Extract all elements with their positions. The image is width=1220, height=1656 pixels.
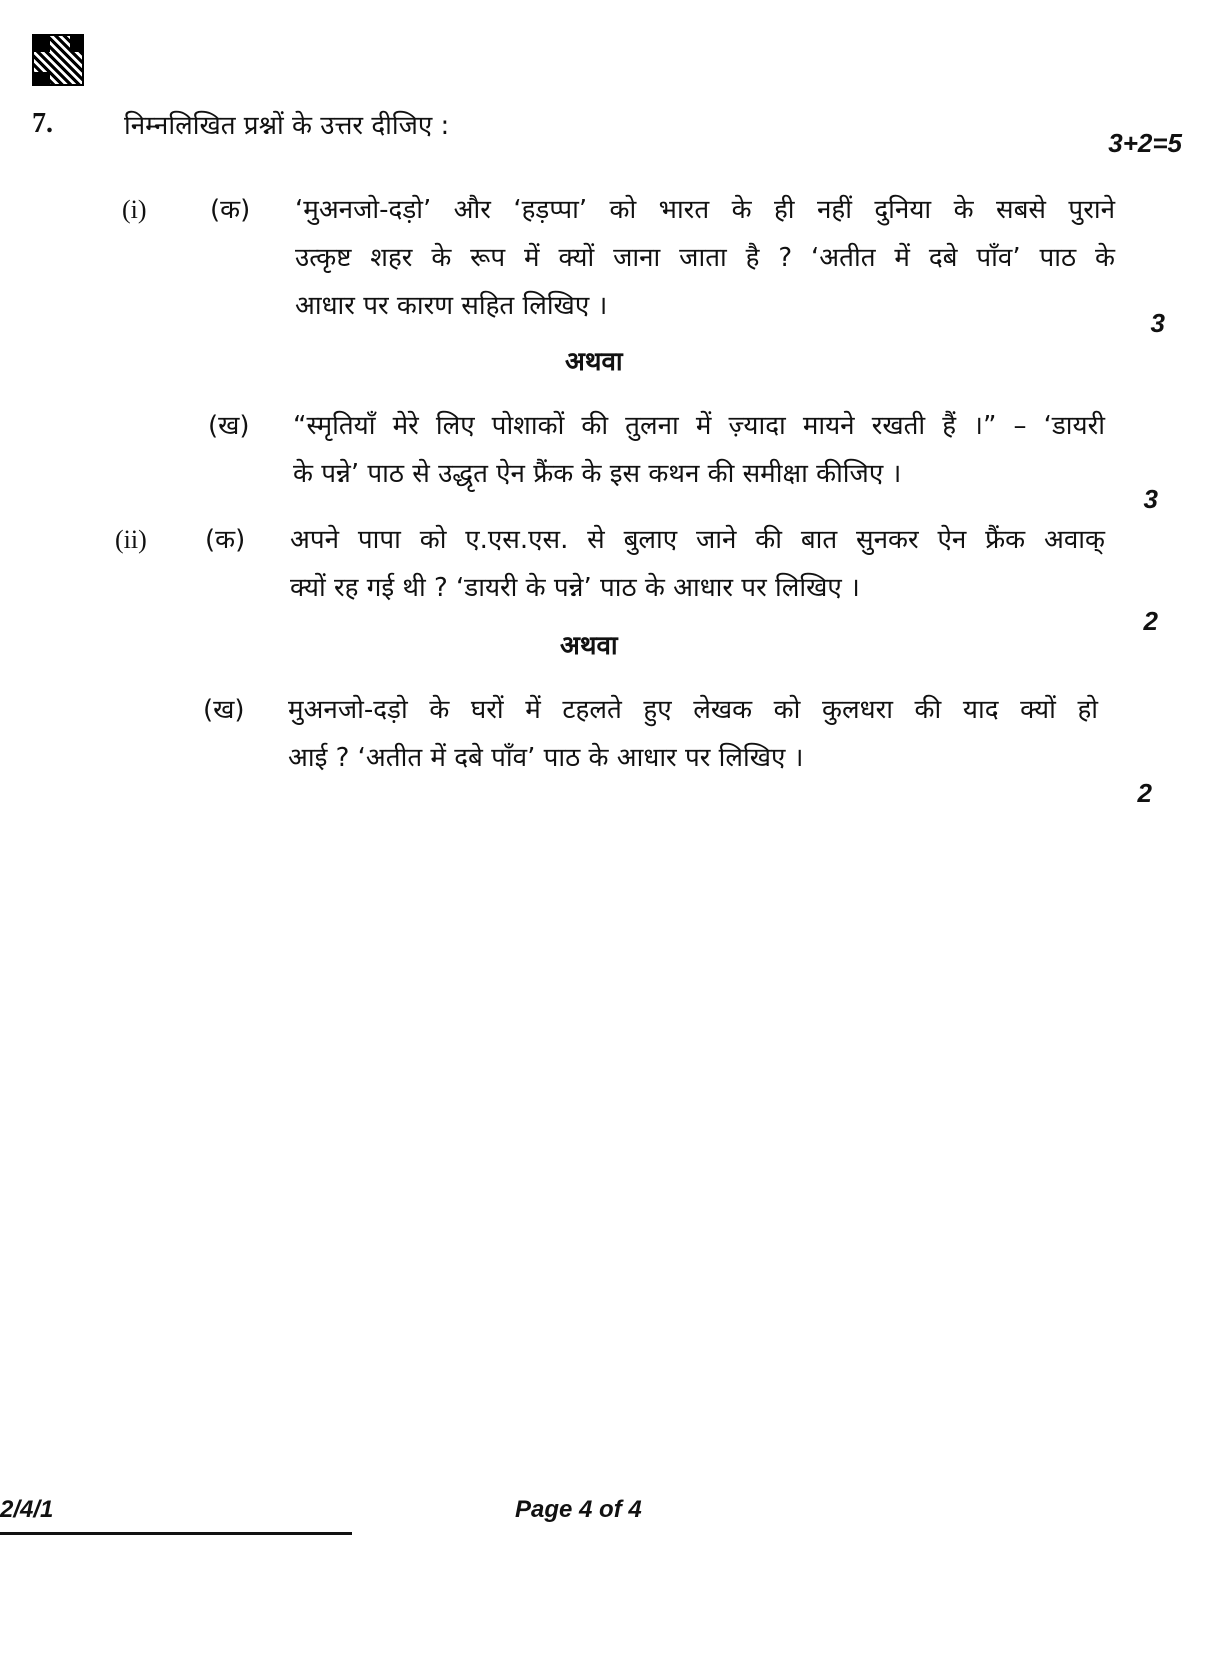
- option-label: (क): [210, 195, 251, 225]
- option-label: (ख): [203, 695, 245, 725]
- marks: 2: [1137, 778, 1152, 808]
- question-text-line: अपने पापा को ए.एस.एस. से बुलाए जाने की बात सुनकर ऐन फ्रैंक अवाक्: [290, 525, 1105, 555]
- question-heading: निम्नलिखित प्रश्नों के उत्तर दीजिए :: [124, 111, 450, 141]
- question-text-line: आधार पर कारण सहित लिखिए ।: [295, 291, 608, 321]
- option-label: (ख): [208, 411, 250, 441]
- question-text-line: मुअनजो-दड़ो के घरों में टहलते हुए लेखक को कुलधरा की याद क्यों हो: [288, 695, 1098, 725]
- question-text-line: के पन्ने’ पाठ से उद्धृत ऐन फ्रैंक के इस कथन की समीक्षा कीजिए ।: [293, 459, 902, 489]
- question-text-line: ‘मुअनजो-दड़ो’ और ‘हड़प्पा’ को भारत के ही नहीं दुनिया के सबसे पुराने: [295, 195, 1115, 225]
- total-marks: 3+2=5: [1108, 128, 1182, 158]
- question-text-line: “स्मृतियाँ मेरे लिए पोशाकों की तुलना में ज़्यादा मायने रखती हैं ।” – ‘डायरी: [293, 411, 1105, 441]
- question-number: 7.: [32, 108, 53, 139]
- marks: 3: [1143, 484, 1158, 514]
- question-text-line: आई ? ‘अतीत में दबे पाँव’ पाठ के आधार पर लिखिए ।: [288, 743, 804, 773]
- footer-rule: [0, 1532, 352, 1535]
- option-label: (क): [205, 525, 246, 555]
- marks: 3: [1150, 308, 1165, 338]
- question-text-line: क्यों रह गई थी ? ‘डायरी के पन्ने’ पाठ के आधार पर लिखिए ।: [290, 573, 860, 603]
- or-divider: अथवा: [565, 347, 623, 377]
- page-number: Page 4 of 4: [515, 1496, 642, 1523]
- paper-code: 2/4/1: [0, 1496, 54, 1523]
- or-divider: अथवा: [560, 631, 618, 661]
- qr-code: [32, 34, 84, 86]
- part-label: (ii): [115, 525, 147, 554]
- marks: 2: [1143, 606, 1158, 636]
- part-label: (i): [122, 195, 147, 224]
- question-text-line: उत्कृष्ट शहर के रूप में क्यों जाना जाता है ? ‘अतीत में दबे पाँव’ पाठ के: [295, 243, 1115, 273]
